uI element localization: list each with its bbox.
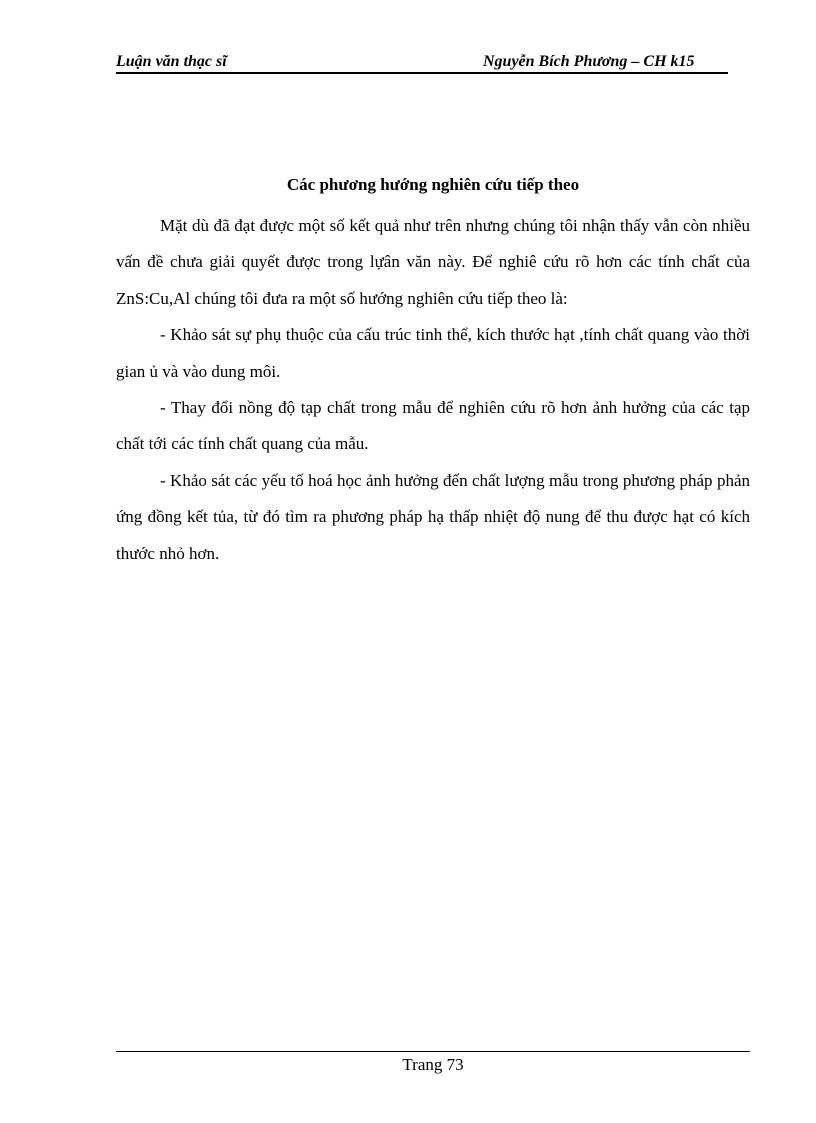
page-number: Trang 73	[402, 1055, 464, 1074]
header-divider	[116, 72, 728, 74]
footer-divider	[116, 1051, 750, 1052]
body-text	[116, 208, 750, 572]
paragraph-direction-2: - Thay đổi nồng độ tạp chất trong mẫu để nghiên cứu rõ hơn ảnh hưởng của các tạp chất tới các tính chất quang của mẫu.	[116, 398, 750, 454]
section-title: Các phương hướng nghiên cứu tiếp theo	[286, 175, 580, 194]
paragraph-intro: Mặt dù đã đạt được một số kết quả như trên nhưng chúng tôi nhận thấy vẫn còn nhiều vấn đề chưa giải quyết được trong lựân văn này. Để nghiê cứu rõ hơn các tính chất của ZnS:Cu,Al chúng tôi đưa ra một số hướng nghiên cứu tiếp theo là:	[116, 216, 750, 308]
paragraph-direction-1: - Khảo sát sự phụ thuộc của cấu trúc tinh thể, kích thước hạt ,tính chất quang vào thời gian ủ và vào dung môi.	[116, 325, 750, 381]
header-thesis-label: Luận văn thạc sĩ	[116, 53, 227, 70]
paragraph-direction-3: - Khảo sát các yếu tố hoá học ảnh hưởng đến chất lượng mẫu trong phương pháp phản ứng đồng kết tủa, từ đó tìm ra phương pháp hạ thấp nhiệt độ nung để thu được hạt có kích thước nhỏ hơn.	[116, 470, 750, 563]
header-author-label: Nguyễn Bích Phương – CH k15	[483, 53, 695, 70]
